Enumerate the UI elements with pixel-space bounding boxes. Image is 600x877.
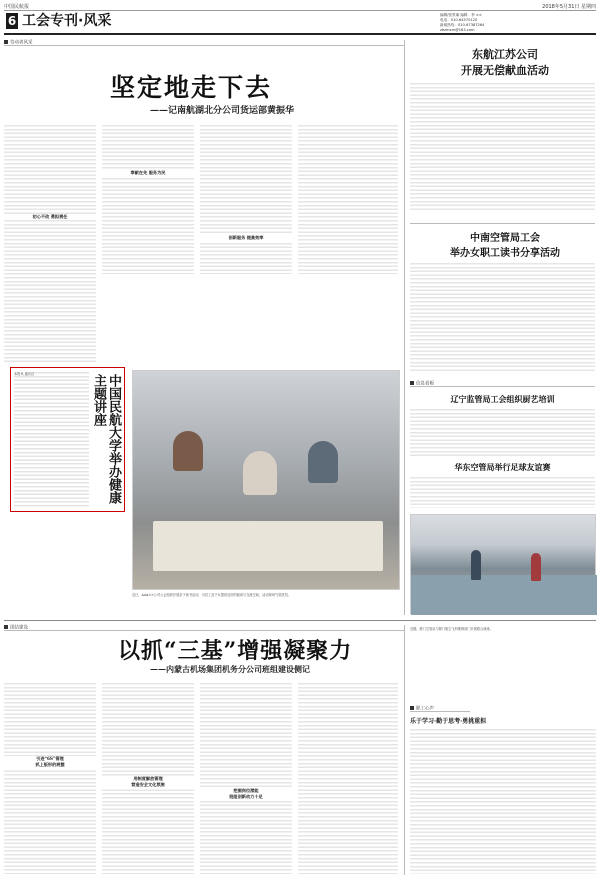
court-surface bbox=[411, 575, 597, 615]
side-story-box bbox=[10, 367, 125, 512]
bottom-subhead-6: 班组创新动力十足 bbox=[200, 794, 292, 800]
main-subhead-3: 创新服务 提高效率 bbox=[200, 235, 292, 241]
right-story-title-1: 东航江苏公司 bbox=[472, 48, 538, 61]
square-icon bbox=[4, 40, 8, 44]
section-label: 团结建设 bbox=[10, 625, 28, 631]
bottom-column-3 bbox=[200, 682, 292, 874]
masthead-bar bbox=[4, 3, 596, 10]
square-icon bbox=[4, 625, 8, 629]
photo-caption: 近日，Asia××公司公会组织开展亲子读书活动，为员工及子女提供良好的阅读与交流空间，活动现场气氛热烈。 bbox=[132, 593, 291, 597]
side-story-byline: 本报讯 通讯员 bbox=[14, 372, 35, 376]
bottom-right-caption: 近期，厦门空管站与厦门航空飞机维修部门开展联合演练。 bbox=[410, 627, 493, 631]
editor-line: zbzmxm@163.com bbox=[440, 28, 475, 32]
section-label: 劳动者风采 bbox=[10, 40, 33, 46]
editor-line: 新闻热线：010-67387264 bbox=[440, 23, 485, 27]
right-story-title-2: 中南空管局工会 bbox=[470, 233, 540, 244]
main-column-3 bbox=[200, 124, 292, 274]
section-bar-left bbox=[4, 40, 404, 46]
main-column-4 bbox=[298, 124, 398, 274]
main-subtitle: ——记南航湖北分公司货运部黄振华 bbox=[150, 106, 295, 116]
table-surface bbox=[153, 521, 383, 571]
bottom-right-body bbox=[410, 728, 596, 874]
bottom-subhead-3: 用制度解放管理 bbox=[102, 776, 194, 782]
masthead-rule bbox=[4, 10, 596, 11]
right-story-body-4 bbox=[410, 476, 595, 508]
activity-photo bbox=[132, 370, 400, 590]
person-figure bbox=[471, 550, 481, 580]
bottom-subhead-2: 抓上版形的规整 bbox=[4, 762, 96, 768]
right-story-body-3 bbox=[410, 408, 595, 456]
bottom-column-4 bbox=[298, 682, 398, 874]
kicker-label: 职工心声 bbox=[416, 706, 434, 712]
main-column-2 bbox=[102, 124, 194, 274]
editor-line: 编辑/张景瑜 编辑：李 ×× bbox=[440, 13, 482, 17]
bottom-divider bbox=[4, 620, 596, 621]
bottom-column-1 bbox=[4, 682, 96, 874]
right-story-title-3: 辽宁监管局工会组织厨艺培训 bbox=[450, 394, 555, 404]
right-divider bbox=[410, 223, 595, 224]
side-story-title: 中国民航大学举办健康主题讲座 bbox=[91, 374, 121, 504]
bottom-right-headline: 乐于学习·勤于思考·勇挑重担 bbox=[410, 718, 487, 725]
bottom-subhead-4: 营造安全文化氛围 bbox=[102, 782, 194, 788]
square-icon bbox=[410, 706, 414, 710]
editor-line: 电话：010-64570120 bbox=[440, 18, 478, 22]
person-figure bbox=[243, 451, 277, 495]
sports-photo bbox=[410, 514, 596, 614]
person-figure bbox=[173, 431, 203, 471]
right-story-subtitle-2: 举办女职工读书分享活动 bbox=[450, 248, 560, 259]
bottom-subhead-5: 挖掘岗位潜能 bbox=[200, 788, 292, 794]
kicker-bar bbox=[410, 706, 470, 712]
section-bar-right bbox=[410, 381, 595, 387]
bottom-subtitle: ——内蒙古机场集团机务分公司班组建设侧记 bbox=[150, 664, 310, 674]
person-figure bbox=[531, 553, 541, 581]
main-subhead-1: 初心不改 勇担责任 bbox=[4, 214, 96, 220]
section-label: 信息看板 bbox=[416, 381, 434, 387]
section-bar-bottom bbox=[4, 625, 404, 631]
editor-info bbox=[440, 13, 590, 33]
issue-date: 2018年5月31日 星期四 bbox=[542, 4, 596, 10]
page-number: 6 bbox=[7, 14, 17, 28]
bottom-subhead-1: 引进“6S”管理 bbox=[4, 756, 96, 762]
square-icon bbox=[410, 381, 414, 385]
column-divider bbox=[404, 625, 405, 875]
bottom-headline: 以抓“三基”增强凝聚力 bbox=[118, 638, 353, 664]
main-column-1 bbox=[4, 124, 96, 364]
right-story-title-4: 华东空管局举行足球友谊赛 bbox=[454, 462, 551, 472]
main-subhead-2: 奉献在先 服务为民 bbox=[102, 170, 194, 176]
person-figure bbox=[308, 441, 338, 483]
paper-name: 中国民航报 bbox=[4, 4, 30, 10]
main-headline: 坚定地走下去 bbox=[110, 73, 273, 102]
column-divider bbox=[404, 40, 405, 615]
right-story-body-1 bbox=[410, 82, 595, 212]
page-title: 工会专刊·风采 bbox=[22, 13, 112, 29]
right-story-subtitle-1: 开展无偿献血活动 bbox=[461, 64, 549, 77]
header-divider bbox=[4, 33, 596, 35]
right-story-body-2 bbox=[410, 262, 595, 372]
side-story-body bbox=[14, 371, 89, 509]
